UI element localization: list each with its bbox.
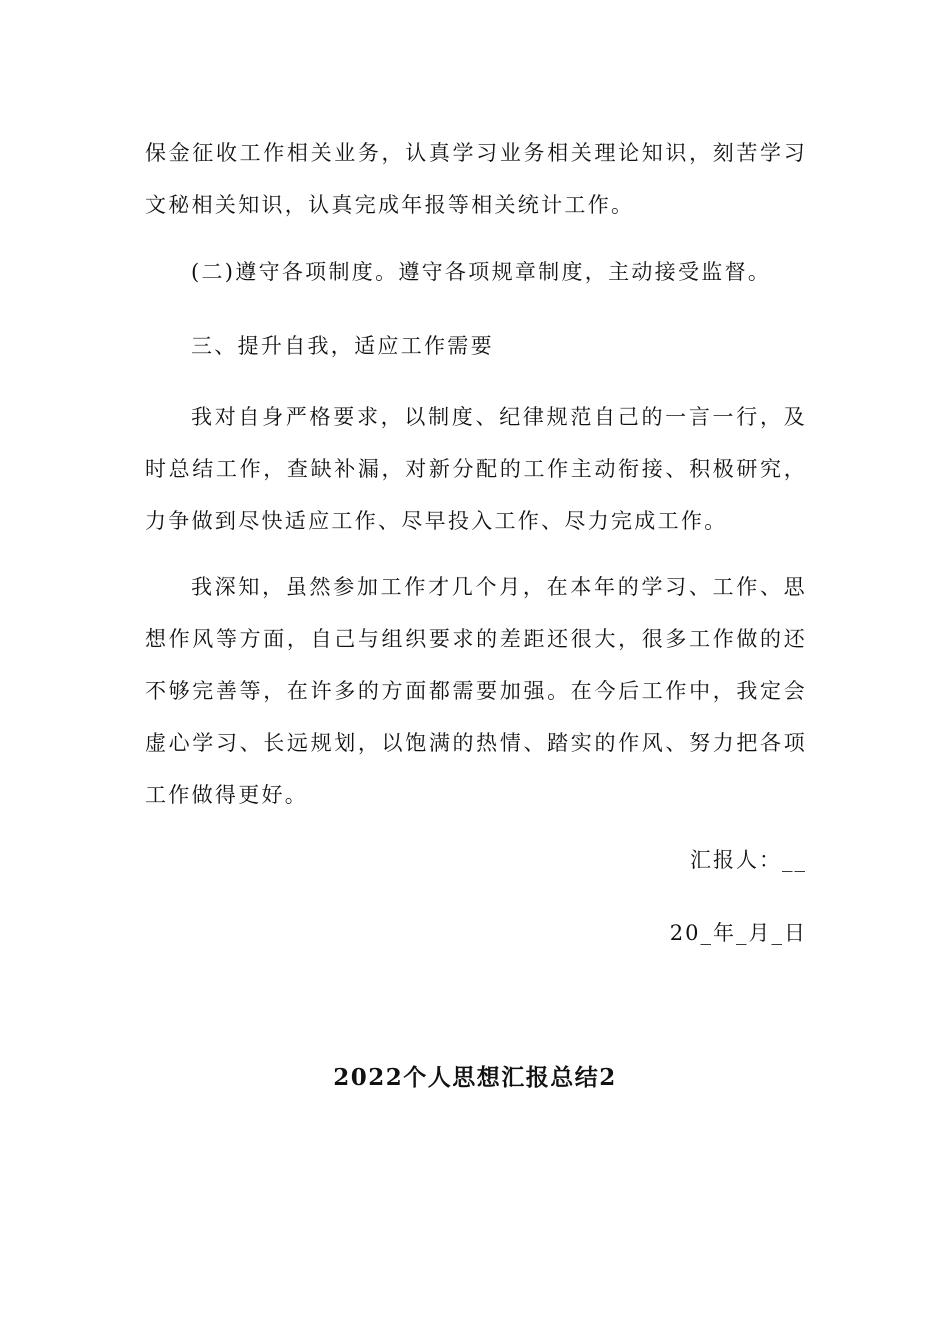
- section-heading-three: 三、提升自我，适应工作需要: [191, 334, 494, 358]
- paragraph-reflection: 我深知，虽然参加工作才几个月，在本年的学习、工作、思想作风等方面，自己与组织要求的差距还很大，很多工作做的还不够完善等，在许多的方面都需要加强。在今后工作中，我定会虚心学习、长远规划，以饱满的热情、踏实的作风、努力把各项工作做得更好。: [145, 575, 807, 807]
- next-section-title: 2022个人思想汇报总结2: [333, 1064, 617, 1091]
- paragraph-continuation: 保金征收工作相关业务，认真学习业务相关理论知识，刻苦学习文秘相关知识，认真完成年报等相关统计工作。: [145, 141, 807, 217]
- report-date: 20_年_月_日: [669, 921, 807, 945]
- paragraph-self-discipline: 我对自身严格要求，以制度、纪律规范自己的一言一行，及时总结工作，查缺补漏，对新分配的工作主动衔接、积极研究，力争做到尽快适应工作、尽早投入工作、尽力完成工作。: [145, 405, 807, 533]
- reporter-signature: 汇报人：__: [690, 848, 807, 872]
- paragraph-rules: (二)遵守各项制度。遵守各项规章制度，主动接受监督。: [191, 260, 772, 284]
